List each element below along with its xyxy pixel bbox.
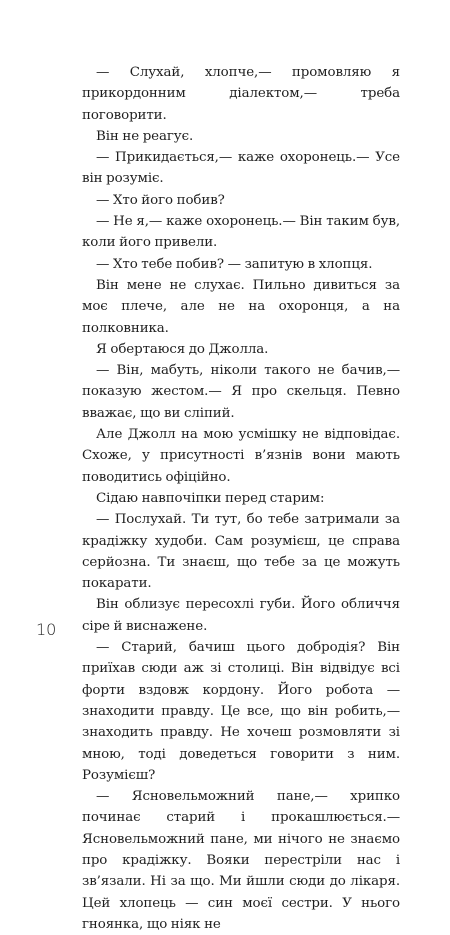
paragraph: — Хто тебе побив? — запитую в хлопця.: [96, 256, 373, 272]
paragraph: — Слухай, хлопче,— промовляю я прикордонним діалектом,— треба поговорити.: [82, 65, 400, 123]
paragraph: Він мене не слухає. Пильно дивиться за моє плече, але не на охоронця, а на полковника.: [82, 277, 400, 336]
body-text: [82, 62, 400, 935]
paragraph: Але Джолл на мою усмішку не відповідає. Схоже, у присутності в’язнів вони мають поводитись офіційно.: [82, 427, 400, 485]
paragraph: Сідаю навпочіпки перед старим:: [96, 490, 325, 506]
paragraph: — Хто його побив?: [96, 192, 225, 208]
paragraph: Я обертаюся до Джолла.: [96, 341, 269, 357]
paragraph: — Старий, бачиш цього добродія? Він приїхав сюди аж зі столиці. Він відвідує всі форти вздовж кордону. Його робота — знаходити правду. Це все, що він робить,— знаходить правду. Не хочеш розмовляти зі мною, тоді доведеться говорити з ним. Розумієш?: [82, 640, 400, 783]
paragraph: — Послухай. Ти тут, бо тебе затримали за крадіжку худоби. Сам розумієш, це справа серйозна. Ти знаєш, що тебе за це можуть покарати.: [82, 512, 400, 592]
paragraph: Він облизує пересохлі губи. Його обличчя сіре й виснажене.: [82, 597, 400, 634]
page-number: 10: [36, 620, 57, 639]
paragraph: Він не реагує.: [96, 128, 194, 144]
paragraph: — Ясновельможний пане,— хрипко починає старий і прокашлюється.— Ясновельможний пане, ми нічого не знаємо про крадіжку. Вояки перестріли нас і зв’язали. Ні за що. Ми йшли сюди до лікаря. Цей хлопець — син моєї сестри. У нього гноянка, що ніяк не: [82, 789, 400, 932]
paragraph: — Не я,— каже охоронець.— Він таким був, коли його привели.: [82, 214, 400, 251]
paragraph: — Він, мабуть, ніколи такого не бачив,— показую жестом.— Я про скельця. Певно вважає, що ви сліпий.: [82, 363, 400, 421]
paragraph: — Прикидається,— каже охоронець.— Усе він розуміє.: [82, 150, 400, 187]
